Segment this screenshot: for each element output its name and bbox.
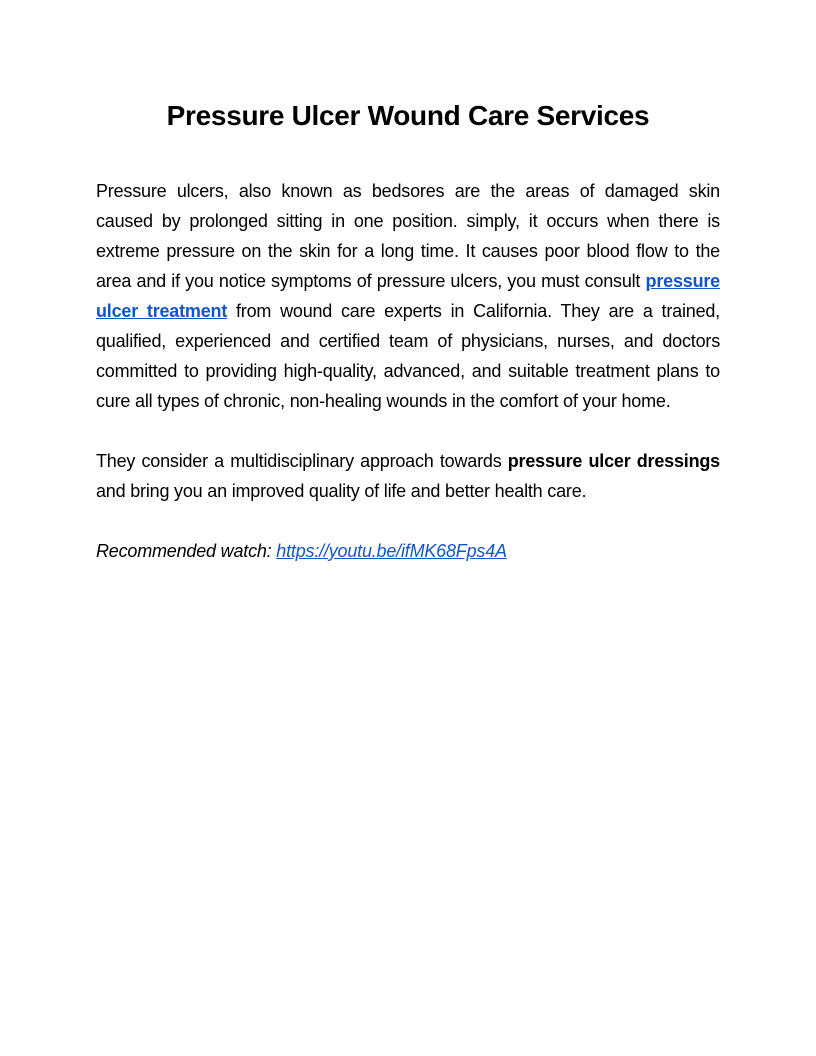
pressure-ulcer-dressings-bold: pressure ulcer dressings [507,451,720,471]
approach-text-after-bold: and bring you an improved quality of life and better health care. [96,481,587,501]
intro-text-before-link: Pressure ulcers, also known as bedsores are the areas of damaged skin caused by prolonged sitting in one position. simply, it occurs when there is extreme pressure on the skin for a long time. It causes poor blood flow to the area and if you notice symptoms of pressure ulcers, you must consult [96,181,720,291]
youtube-video-link[interactable]: https://youtu.be/ifMK68Fps4A [276,541,507,561]
approach-paragraph [96,446,720,506]
page-title: Pressure Ulcer Wound Care Services [166,100,650,131]
recommended-watch-label: Recommended watch: [96,541,277,561]
intro-paragraph [96,176,720,416]
approach-text-before-bold: They consider a multidisciplinary approach towards [96,451,508,471]
pressure-ulcer-treatment-link[interactable]: pressure ulcer treatment [96,271,720,321]
intro-text-after-link: from wound care experts in California. They are a trained, qualified, experienced and certified team of physicians, nurses, and doctors committed to providing high-quality, advanced, and suitable treatment plans to cure all types of chronic, non-healing wounds in the comfort of your home. [96,301,720,411]
document-page [96,92,720,566]
recommended-watch-paragraph [96,536,720,566]
